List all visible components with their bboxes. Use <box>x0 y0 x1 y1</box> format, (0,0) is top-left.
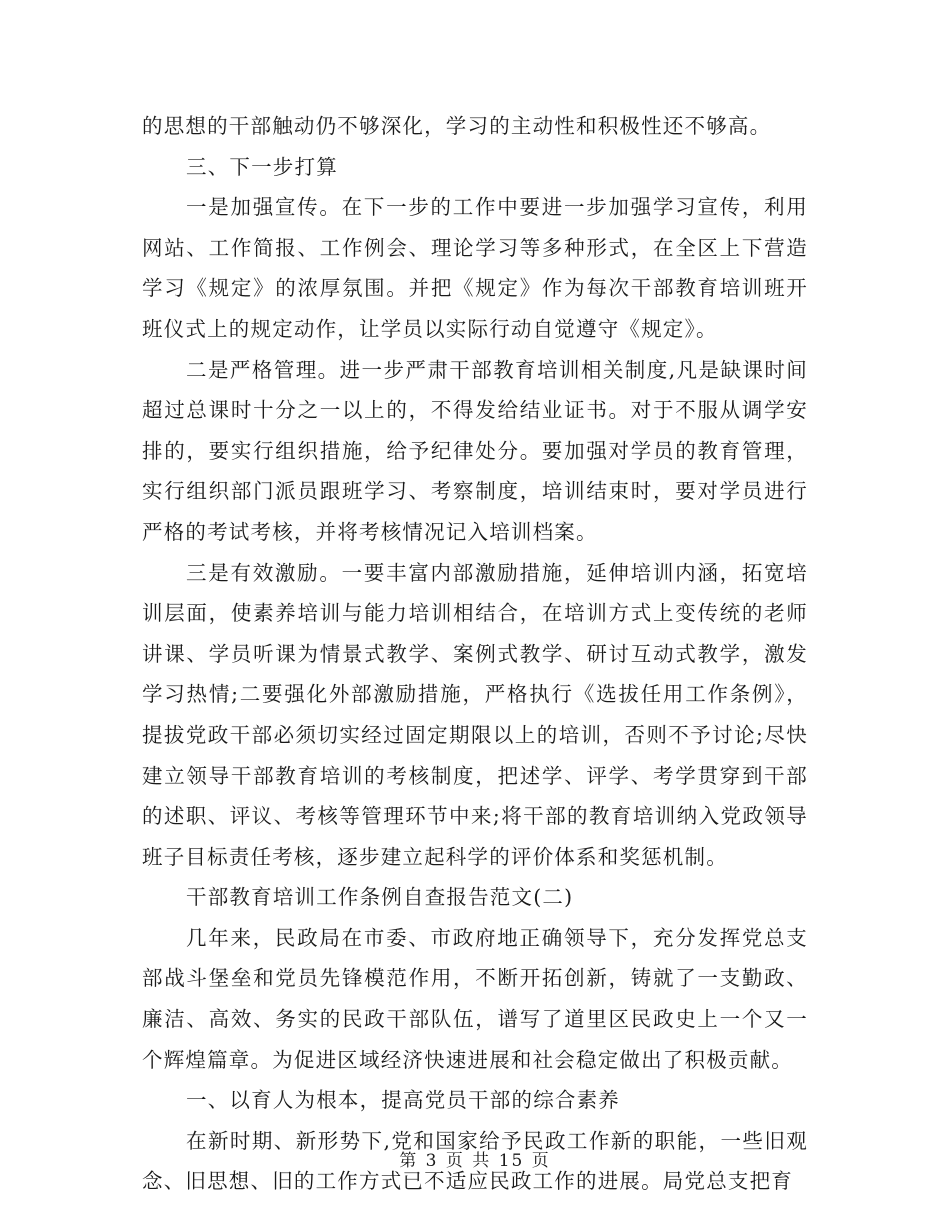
paragraph: 三是有效激励。一要丰富内部激励措施，延伸培训内涵，拓宽培训层面，使素养培训与能力培训相结合，在培训方式上变传统的老师讲课、学员听课为情景式教学、案例式教学、研讨互动式教学，激发学习热情;二要强化外部激励措施，严格执行《选拔任用工作条例》，提拔党政干部必须切实经过固定期限以上的培训，否则不予讨论;尽快建立领导干部教育培训的考核制度，把述学、评学、考学贯穿到干部的述职、评议、考核等管理环节中来;将干部的教育培训纳入党政领导班子目标责任考核，逐步建立起科学的评价体系和奖惩机制。 <box>142 560 808 869</box>
paragraph: 在新时期、新形势下,党和国家给予民政工作新的职能，一些旧观念、旧思想、旧的工作方式已不适应民政工作的进展。局党总支把育 <box>142 1128 808 1194</box>
paragraph: 的思想的干部触动仍不够深化，学习的主动性和积极性还不够高。 <box>142 114 772 138</box>
section-heading: 三、下一步打算 <box>186 154 338 179</box>
document-title: 干部教育培训工作条例自查报告范文(二) <box>186 885 574 910</box>
document-body <box>142 106 808 1202</box>
paragraph: 几年来，民政局在市委、市政府地正确领导下，充分发挥党总支部战斗堡垒和党员先锋模范作用，不断开拓创新，铸就了一支勤政、廉洁、高效、务实的民政干部队伍，谱写了道里区民政史上一个又一个辉煌篇章。为促进区域经济快速进展和社会稳定做出了积极贡献。 <box>142 925 808 1072</box>
paragraph: 一是加强宣传。在下一步的工作中要进一步加强学习宣传，利用网站、工作简报、工作例会、理论学习等多种形式，在全区上下营造学习《规定》的浓厚氛围。并把《规定》作为每次干部教育培训班开班仪式上的规定动作，让学员以实际行动自觉遵守《规定》。 <box>142 195 808 341</box>
page-number-footer: 第 3 页 共 15 页 <box>399 1151 551 1171</box>
section-heading: 一、以育人为根本，提高党员干部的综合素养 <box>186 1088 620 1113</box>
paragraph: 二是严格管理。进一步严肃干部教育培训相关制度,凡是缺课时间超过总课时十分之一以上的，不得发给结业证书。对于不服从调学安排的，要实行组织措施，给予纪律处分。要加强对学员的教育管理，实行组织部门派员跟班学习、考察制度，培训结束时，要对学员进行严格的考试考核，并将考核情况记入培训档案。 <box>142 357 808 544</box>
